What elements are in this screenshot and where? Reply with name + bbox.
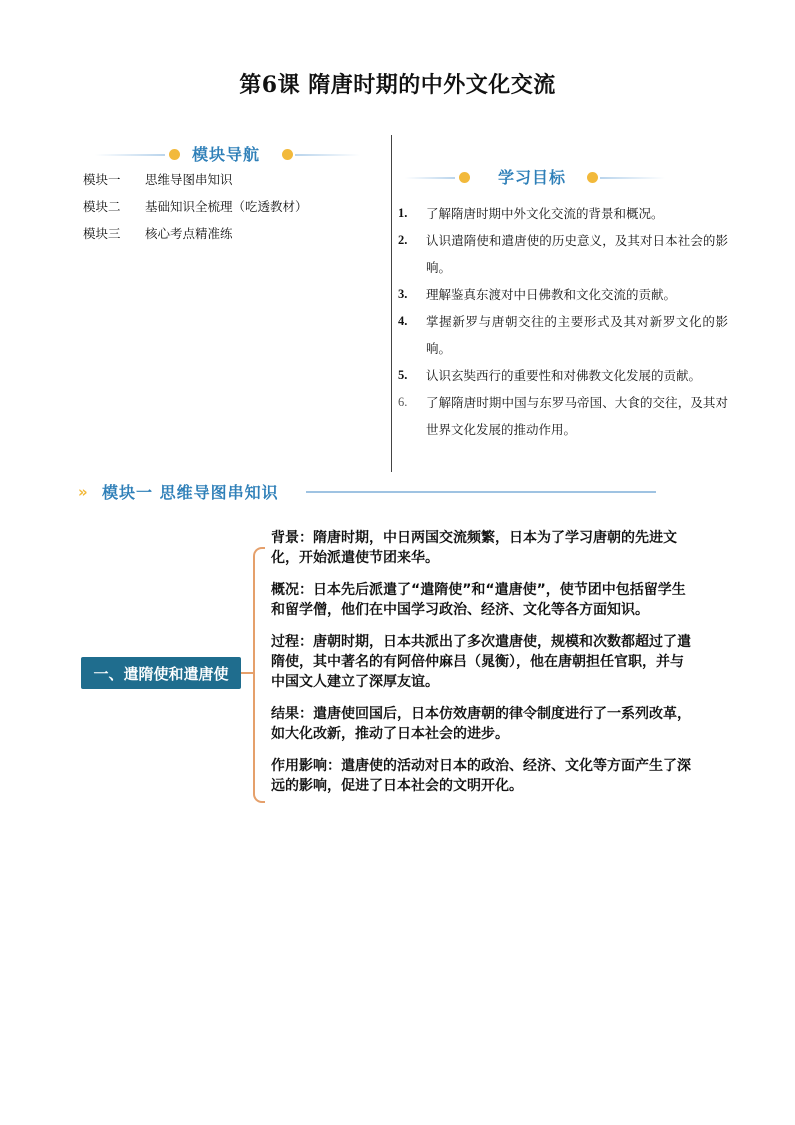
goal-text: 认识玄奘西行的重要性和对佛教文化发展的贡献。 [426,368,702,383]
goal-text: 理解鉴真东渡对中日佛教和文化交流的贡献。 [426,287,677,302]
page-title: 第6课 隋唐时期的中外文化交流 [239,72,556,98]
mindmap-branch: 概况：日本先后派遣了“遣隋使”和“遣唐使”，使节团中包括留学生和留学僧，他们在中国学习政治、经济、文化等各方面知识。 [271,582,686,618]
nav-item-text: 思维导图串知识 [145,172,233,187]
mindmap-root-box: 一、遣隋使和遣唐使 [81,657,241,689]
mindmap-branches [271,528,696,808]
goal-item [398,362,728,389]
nav-item-key: 模块三 [83,226,121,241]
goal-number: 2. [398,233,408,247]
nav-header [95,142,360,168]
goal-number: 1. [398,206,408,220]
mindmap-branch: 作用影响：遣唐使的活动对日本的政治、经济、文化等方面产生了深远的影响，促进了日本社会的文明开化。 [271,758,691,794]
header-rule [306,491,656,493]
nav-item-key: 模块一 [83,172,121,187]
goal-text: 认识遣隋使和遣唐使的历史意义，及其对日本社会的影响。 [426,233,728,275]
nav-item-key: 模块二 [83,199,121,214]
dot-icon [459,172,470,183]
goal-item [398,281,728,308]
mindmap-branch: 过程：唐朝时期，日本共派出了多次遣唐使，规模和次数都超过了遣隋使，其中著名的有阿倍仲麻吕（晁衡），他在唐朝担任官职，并与中国文人建立了深厚友谊。 [271,634,691,690]
double-chevron-icon: » [78,483,88,501]
goals-header-label: 学习目标 [498,168,567,187]
goal-number: 5. [398,368,408,382]
dot-icon [282,149,293,160]
mindmap-branch: 背景：隋唐时期，中日两国交流频繁，日本为了学习唐朝的先进文化，开始派遣使节团来华。 [271,530,677,566]
learning-goals-list [398,200,728,443]
module-nav-list [83,170,308,251]
goals-header [405,165,665,191]
nav-item[interactable] [83,224,308,251]
nav-header-label: 模块导航 [192,145,261,164]
nav-item-text: 基础知识全梳理（吃透教材） [145,199,308,214]
mindmap-branch: 结果：遣唐使回国后，日本仿效唐朝的律令制度进行了一系列改革，如大化改新，推动了日本社会的进步。 [271,706,691,742]
goal-item [398,200,728,227]
nav-item[interactable] [83,170,308,197]
goal-item [398,389,728,443]
goal-number: 4. [398,314,408,328]
mindmap-brace [253,547,265,803]
goal-number: 6. [398,395,408,409]
goal-text: 掌握新罗与唐朝交往的主要形式及其对新罗文化的影响。 [426,314,728,356]
module-one-label: 模块一 思维导图串知识 [102,483,279,502]
dot-icon [587,172,598,183]
nav-item[interactable] [83,197,308,224]
goal-text: 了解隋唐时期中国与东罗马帝国、大食的交往，及其对世界文化发展的推动作用。 [426,395,728,437]
dot-icon [169,149,180,160]
goal-text: 了解隋唐时期中外文化交流的背景和概况。 [426,206,664,221]
column-divider [391,135,392,472]
goal-number: 3. [398,287,408,301]
module-one-header [78,480,588,504]
goal-item [398,227,728,281]
goal-item [398,308,728,362]
nav-item-text: 核心考点精准练 [145,226,233,241]
